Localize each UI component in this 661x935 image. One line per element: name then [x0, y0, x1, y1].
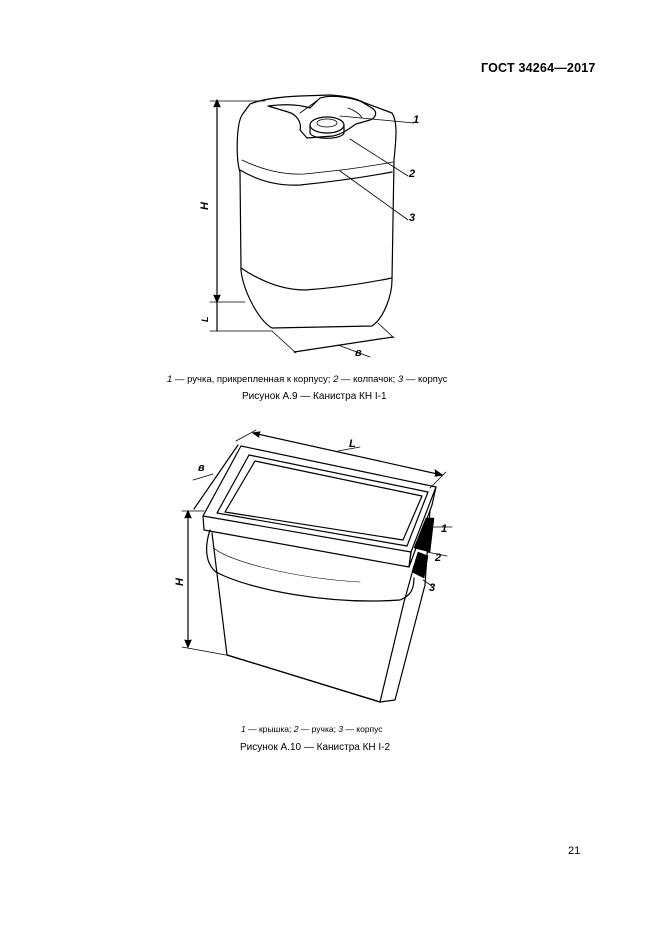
- fig-a9-dim-b: в: [355, 347, 362, 359]
- fig-a9-legend: 1 — ручка, прикрепленная к корпусу; 2 — колпачок; 3 — корпус: [167, 374, 448, 385]
- fig-a9-dim-h: H: [199, 202, 211, 210]
- fig-a9-callout-2: 2: [409, 168, 416, 180]
- fig-a9-dim-l: L: [200, 316, 210, 322]
- fig-a10-legend: 1 — крышка; 2 — ручка; 3 — корпус: [241, 724, 383, 734]
- page-number: 21: [568, 845, 581, 857]
- fig-a10-callout-3: 3: [429, 582, 436, 594]
- fig-a10-caption: Рисунок А.10 — Канистра КН I-2: [240, 742, 391, 753]
- fig-a9-callout-1: 1: [413, 114, 420, 126]
- document-header: ГОСТ 34264—2017: [481, 61, 596, 75]
- fig-a9-callout-3: 3: [409, 212, 416, 224]
- fig-a9-caption: Рисунок А.9 — Канистра КН I-1: [242, 391, 387, 402]
- fig-a10-callout-2: 2: [435, 552, 442, 564]
- fig-a10-dim-h: H: [174, 578, 186, 586]
- fig-a10-dim-l: L: [349, 438, 356, 450]
- fig-a10-callout-1: 1: [441, 523, 448, 535]
- fig-a10-dim-b: в: [198, 462, 205, 474]
